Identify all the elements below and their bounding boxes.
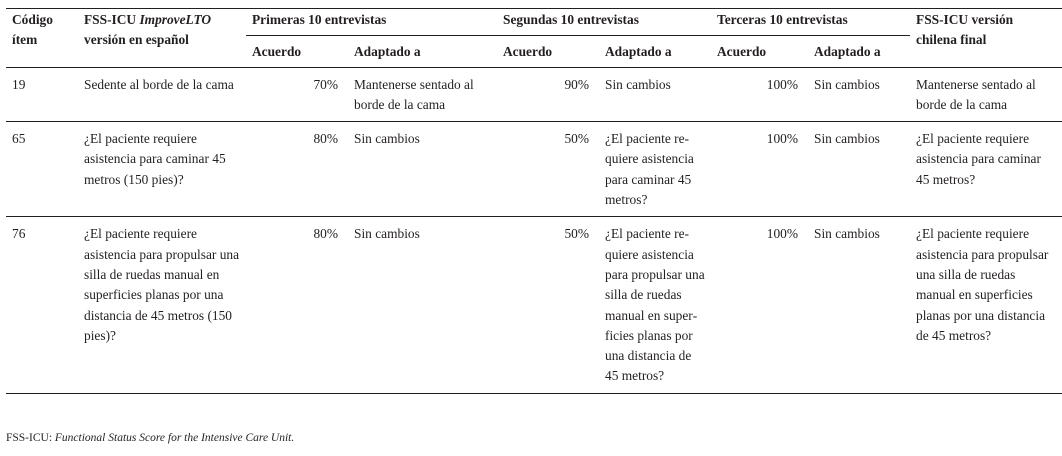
header-fss-italic: ImproveLTO (139, 12, 212, 27)
cell-acuerdo-1: 80% (313, 226, 338, 242)
header-group-segundas: Segundas 10 entrevistas (497, 9, 711, 36)
cell-adaptado-3: Sin cambios (814, 226, 880, 242)
header-row-groups (6, 9, 1062, 36)
header-fss-prefix: FSS-ICU (84, 12, 140, 27)
cell-acuerdo-3: 100% (766, 226, 799, 242)
table-footnote (6, 431, 294, 445)
cell-acuerdo-2: 50% (564, 226, 589, 242)
header-acuerdo-2: Acuerdo (503, 44, 553, 60)
cell-adaptado-2: ¿El paciente requiere asistencia para propulsar una silla de ruedas manual en superficies planas por una distancia de 45 metros? (605, 226, 705, 384)
table-row (6, 122, 1062, 217)
cell-code: 19 (12, 76, 26, 92)
cell-spanish: Sedente al borde de la cama (84, 76, 234, 92)
table-header (6, 9, 1062, 68)
translation-table (6, 8, 1062, 394)
cell-adaptado-2: ¿El paciente requiere asistencia para caminar 45 metros? (605, 131, 694, 208)
cell-adaptado-1: Sin cambios (354, 131, 420, 147)
footnote-abbreviation: FSS-ICU: (6, 432, 55, 444)
cell-acuerdo-2: 90% (564, 76, 589, 92)
cell-code: 65 (12, 131, 26, 147)
header-codigo-item (6, 9, 78, 68)
cell-adaptado-1: Sin cambios (354, 226, 420, 242)
cell-final: ¿El paciente requiere asistencia para caminar 45 metros? (916, 131, 1041, 187)
header-fss-suffix: versión en español (84, 32, 189, 48)
footnote-definition: Functional Status Score for the Intensive Care Unit. (54, 432, 295, 444)
cell-spanish: ¿El paciente requiere asistencia para caminar 45 metros (150 pies)? (84, 131, 226, 187)
cell-final: Mantenerse sentado al borde de la cama (916, 76, 1036, 112)
cell-acuerdo-3: 100% (766, 131, 799, 147)
cell-final: ¿El paciente requiere asistencia para propulsar una silla de ruedas manual en superficies planas por una distancia de 45 metros? (916, 226, 1049, 343)
header-group-terceras: Terceras 10 entrevistas (711, 9, 910, 36)
header-fss-spanish (78, 9, 246, 68)
cell-acuerdo-1: 80% (313, 131, 338, 147)
cell-adaptado-3: Sin cambios (814, 76, 880, 92)
header-final-version: FSS-ICU versión chilena final (916, 12, 1014, 48)
header-adaptado-1: Adaptado a (354, 44, 421, 60)
cell-acuerdo-2: 50% (564, 131, 589, 147)
header-acuerdo-3: Acuerdo (717, 44, 767, 60)
cell-acuerdo-1: 70% (313, 76, 338, 92)
cell-code: 76 (12, 226, 26, 242)
header-group-primeras: Primeras 10 entrevistas (246, 9, 497, 36)
table-row (6, 217, 1062, 393)
header-codigo-line1: Código (12, 12, 53, 27)
table-row (6, 67, 1062, 122)
cell-adaptado-1: Mantenerse sentado al borde de la cama (354, 76, 474, 112)
cell-adaptado-3: Sin cambios (814, 131, 880, 147)
header-acuerdo-1: Acuerdo (252, 44, 302, 60)
header-codigo-line2: ítem (12, 32, 38, 48)
table-body (6, 67, 1062, 393)
cell-spanish: ¿El paciente requiere asistencia para propulsar una silla de ruedas manual en superficies planas por una distancia de 45 metros (150 pies)? (84, 226, 240, 343)
header-adaptado-3: Adaptado a (814, 44, 881, 60)
cell-adaptado-2: Sin cambios (605, 76, 671, 92)
cell-acuerdo-3: 100% (766, 76, 799, 92)
header-adaptado-2: Adaptado a (605, 44, 672, 60)
